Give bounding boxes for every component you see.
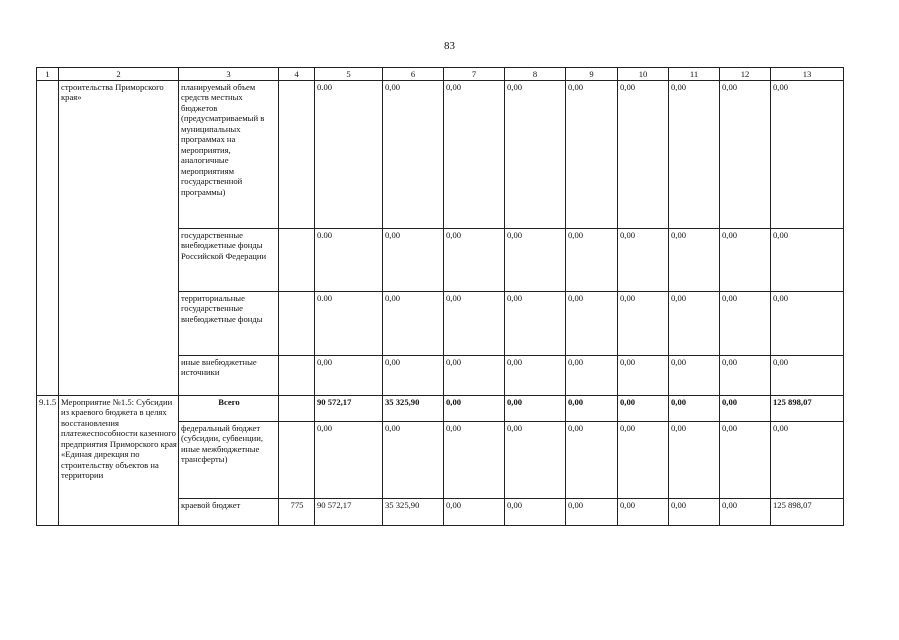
value-cell: 0,00 (315, 422, 383, 499)
value-cell: 35 325,90 (383, 499, 444, 526)
value-cell: 0,00 (505, 422, 566, 499)
measure-number-cell (37, 81, 59, 396)
value-cell: 0,00 (566, 422, 618, 499)
value-cell: 0,00 (505, 81, 566, 229)
value-cell: 0,00 (669, 292, 720, 356)
value-cell: 0,00 (383, 422, 444, 499)
measure-number-cell: 9.1.5 (37, 396, 59, 526)
table-row (37, 396, 844, 422)
value-cell: 0.00 (315, 229, 383, 292)
value-cell: 0,00 (618, 396, 669, 422)
page-number: 83 (444, 40, 455, 52)
total-label: Всего (179, 396, 279, 422)
value-cell: 0,00 (566, 396, 618, 422)
value-cell: 0,00 (669, 499, 720, 526)
value-cell: 0,00 (618, 81, 669, 229)
column-number: 4 (279, 68, 315, 81)
value-cell: 125 898,07 (771, 396, 844, 422)
value-cell: 0,00 (669, 356, 720, 396)
value-cell: 0,00 (720, 356, 771, 396)
measure-name-cell: Мероприятие №1.5: Субсидии из краевого бюджета в целях восстановления платежеспособности казенного предприятия Приморского края «Единая дирекция по строительству объектов на территории (59, 396, 179, 526)
measure-name-cell: строительства Приморского края» (59, 81, 179, 396)
column-number: 5 (315, 68, 383, 81)
budget-table (36, 67, 844, 526)
value-cell: 0,00 (505, 292, 566, 356)
value-cell: 0,00 (720, 396, 771, 422)
source-label: федеральный бюджет (субсидии, субвенции, иные межбюджетные трансферты) (179, 422, 279, 499)
value-cell: 0,00 (505, 229, 566, 292)
source-label: государственные внебюджетные фонды Российской Федерации (179, 229, 279, 292)
value-cell: 0,00 (444, 292, 505, 356)
value-cell: 0,00 (618, 229, 669, 292)
value-cell: 0,00 (720, 292, 771, 356)
value-cell: 0,00 (444, 422, 505, 499)
value-cell: 0,00 (669, 229, 720, 292)
table-row (37, 81, 844, 229)
value-cell: 0,00 (444, 229, 505, 292)
budget-code (279, 396, 315, 422)
value-cell: 0,00 (505, 499, 566, 526)
value-cell: 0,00 (669, 81, 720, 229)
value-cell: 0,00 (566, 292, 618, 356)
value-cell: 0,00 (383, 292, 444, 356)
value-cell: 0,00 (383, 356, 444, 396)
value-cell: 0,00 (720, 422, 771, 499)
value-cell: 0,00 (618, 422, 669, 499)
budget-code: 775 (279, 499, 315, 526)
value-cell: 0.00 (315, 81, 383, 229)
value-cell: 0,00 (720, 499, 771, 526)
budget-code (279, 356, 315, 396)
column-number: 1 (37, 68, 59, 81)
value-cell: 0,00 (505, 396, 566, 422)
value-cell: 0,00 (383, 229, 444, 292)
value-cell: 0,00 (771, 422, 844, 499)
value-cell: 90 572,17 (315, 499, 383, 526)
column-number: 12 (720, 68, 771, 81)
value-cell: 0,00 (444, 396, 505, 422)
value-cell: 125 898,07 (771, 499, 844, 526)
value-cell: 0,00 (669, 396, 720, 422)
source-label: территориальные государственные внебюджетные фонды (179, 292, 279, 356)
column-number: 9 (566, 68, 618, 81)
column-number: 7 (444, 68, 505, 81)
value-cell: 0,00 (618, 499, 669, 526)
value-cell: 0,00 (444, 499, 505, 526)
source-label: иные внебюджетные источники (179, 356, 279, 396)
value-cell: 90 572,17 (315, 396, 383, 422)
column-number: 6 (383, 68, 444, 81)
column-number: 2 (59, 68, 179, 81)
value-cell: 0,00 (505, 356, 566, 396)
value-cell: 0,00 (618, 356, 669, 396)
source-label: планируемый объем средств местных бюджетов (предусматриваемый в муниципальных программах на мероприятия, аналогичные мероприятиям государственной программы) (179, 81, 279, 229)
column-number: 8 (505, 68, 566, 81)
value-cell: 0,00 (315, 356, 383, 396)
value-cell: 0,00 (444, 81, 505, 229)
value-cell: 0,00 (618, 292, 669, 356)
value-cell: 0,00 (720, 81, 771, 229)
value-cell: 0,00 (566, 81, 618, 229)
column-number: 13 (771, 68, 844, 81)
value-cell: 0,00 (566, 499, 618, 526)
value-cell: 0.00 (315, 292, 383, 356)
value-cell: 0,00 (383, 81, 444, 229)
column-number: 10 (618, 68, 669, 81)
column-number: 3 (179, 68, 279, 81)
value-cell: 0,00 (771, 356, 844, 396)
budget-code (279, 229, 315, 292)
value-cell: 0,00 (720, 229, 771, 292)
value-cell: 0,00 (566, 229, 618, 292)
value-cell: 0,00 (771, 229, 844, 292)
column-number: 11 (669, 68, 720, 81)
value-cell: 0,00 (444, 356, 505, 396)
budget-code (279, 422, 315, 499)
value-cell: 0,00 (771, 292, 844, 356)
value-cell: 0,00 (669, 422, 720, 499)
budget-code (279, 292, 315, 356)
value-cell: 0,00 (566, 356, 618, 396)
value-cell: 35 325,90 (383, 396, 444, 422)
value-cell: 0,00 (771, 81, 844, 229)
budget-code (279, 81, 315, 229)
source-label: краевой бюджет (179, 499, 279, 526)
column-numbers-row (37, 68, 844, 81)
